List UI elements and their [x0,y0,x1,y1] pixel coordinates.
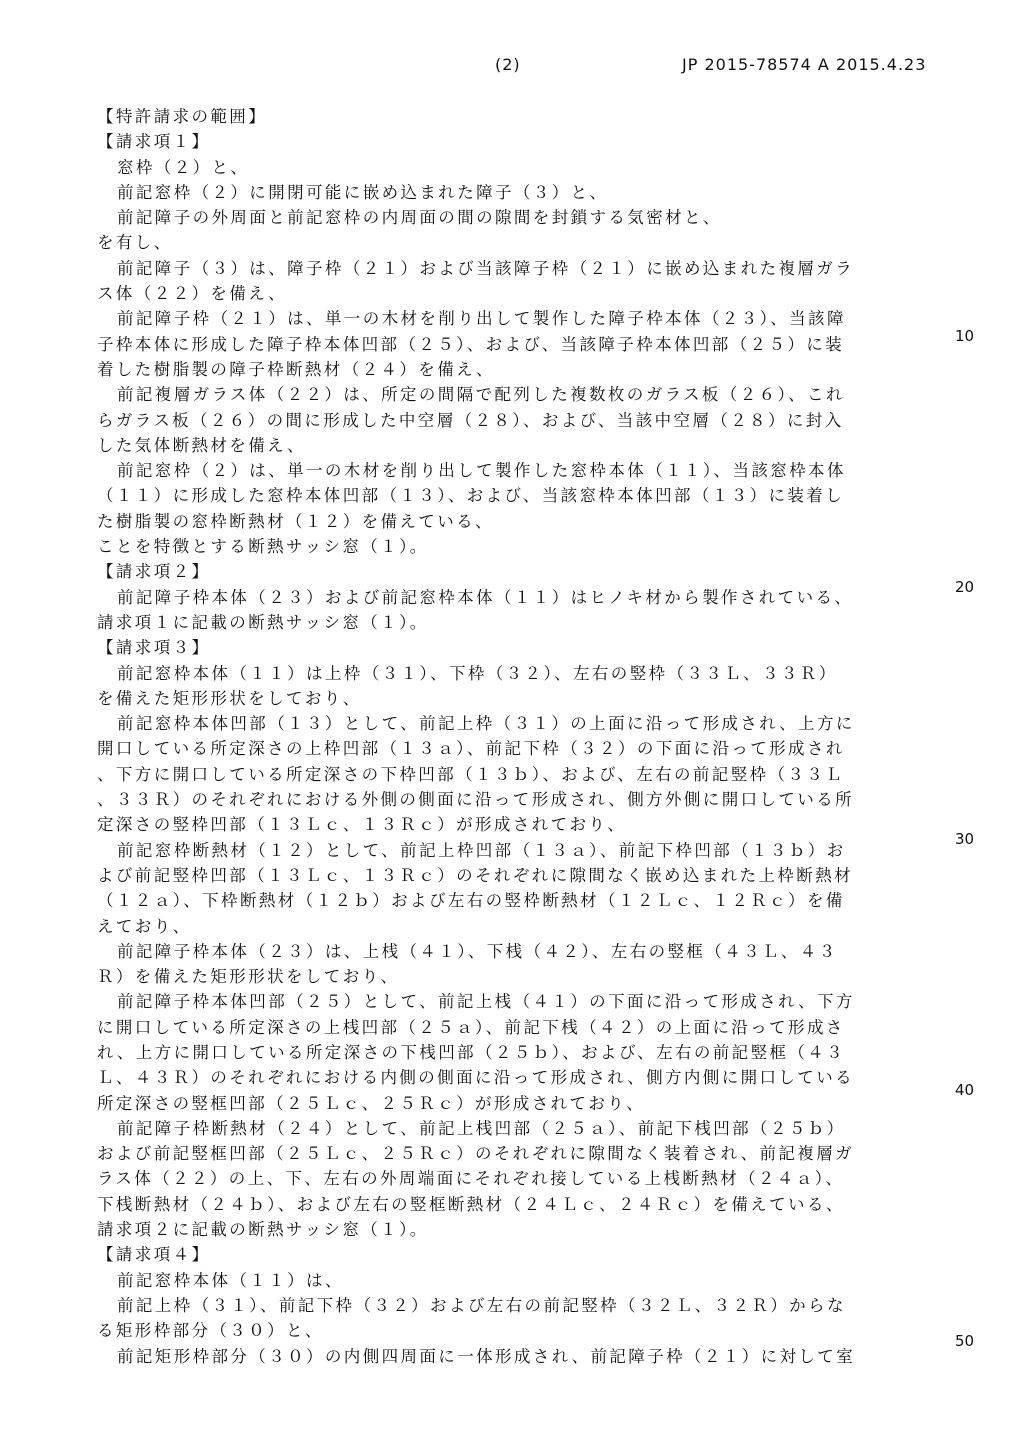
claim-heading: 【請求項１】 [97,132,211,152]
text-line: えており、 [97,916,192,936]
text-line: 前記障子枠本体（２３）は、上桟（４１）、下桟（４２）、左右の竪框（４３Ｌ、４３ [117,941,838,961]
text-line: らガラス板（２６）の間に形成した中空層（２８）、および、当該中空層（２８）に封入 [97,410,844,430]
text-line: 下桟断熱材（２４ｂ）、および左右の竪框断熱材（２４Ｌｃ、２４Ｒｃ）を備えている、 [97,1194,845,1214]
text-line: る矩形枠部分（３０）と、 [97,1321,324,1341]
text-line: 、３３Ｒ）のそれぞれにおける外側の側面に沿って形成され、側方外側に開口している所 [97,790,854,810]
text-line: 前記矩形枠部分（３０）の内側四周面に一体形成され、前記障子枠（２１）に対して室 [117,1346,856,1366]
text-line: 開口している所定深さの上枠凹部（１３ａ）、前記下枠（３２）の下面に沿って形成され [97,739,845,759]
claim-heading: 【請求項３】 [97,638,211,658]
text-line: 請求項２に記載の断熱サッシ窓（１）。 [97,1220,429,1240]
text-line: 前記窓枠（２）は、単一の木材を削り出して製作した窓枠本体（１１）、当該窓枠本体 [117,461,846,481]
text-line: 前記複層ガラス体（２２）は、所定の間隔で配列した複数枚のガラス板（２６）、これ [117,385,845,405]
text-line: 前記窓枠本体凹部（１３）として、前記上枠（３１）の上面に沿って形成され、上方に [117,714,855,734]
text-line: 前記窓枠断熱材（１２）として、前記上枠凹部（１３ａ）、前記下枠凹部（１３ｂ）お [117,840,846,860]
text-line: 前記障子枠（２１）は、単一の木材を削り出して製作した障子枠本体（２３）、当該障 [117,309,846,329]
text-line: 前記窓枠（２）に開閉可能に嵌め込まれた障子（３）と、 [117,182,609,202]
text-line: 窓枠（２）と、 [117,157,250,177]
text-line: 前記障子枠断熱材（２４）として、前記上桟凹部（２５ａ）、前記下桟凹部（２５ｂ） [117,1118,846,1138]
text-line: 請求項１に記載の断熱サッシ窓（１）。 [97,612,429,632]
text-line: 定深さの竪枠凹部（１３Ｌｃ、１３Ｒｃ）が形成されており、 [97,815,627,835]
page-number: (2) [495,55,521,74]
text-line: ラス体（２２）の上、下、左右の外周端面にそれぞれ接している上桟断熱材（２４ａ）、 [97,1169,845,1189]
text-line: 、下方に開口している所定深さの下枠凹部（１３ｂ）、および、左右の前記竪枠（３３Ｌ [97,764,845,784]
text-line: 子枠本体に形成した障子枠本体凹部（２５）、および、当該障子枠本体凹部（２５）に装 [97,334,845,354]
claim-heading: 【請求項２】 [97,562,211,582]
claim-heading: 【請求項４】 [97,1245,211,1265]
line-number: 30 [955,830,975,848]
text-line: Ｌ、４３Ｒ）のそれぞれにおける内側の側面に沿って形成され、側方内側に開口している [97,1068,854,1088]
text-line: Ｒ）を備えた矩形形状をしており、 [97,967,400,987]
text-line: れ、上方に開口している所定深さの下桟凹部（２５ｂ）、および、左右の前記竪框（４３ [97,1042,846,1062]
text-line: 前記障子（３）は、障子枠（２１）および当該障子枠（２１）に嵌め込まれた複層ガラ [117,258,855,278]
text-line: を備えた矩形形状をしており、 [97,688,362,708]
publication-id: JP 2015-78574 A 2015.4.23 [682,55,927,74]
line-number: 40 [955,1081,975,1099]
line-number: 10 [955,327,975,345]
text-line: 前記障子の外周面と前記窓枠の内周面の間の隙間を封鎖する気密材と、 [117,208,722,228]
text-line: 前記窓枠本体（１１）は上枠（３１）、下枠（３２）、左右の竪枠（３３Ｌ、３３Ｒ） [117,663,838,683]
text-line: を有し、 [97,233,173,253]
text-line: 所定深さの竪框凹部（２５Ｌｃ、２５Ｒｃ）が形成されており、 [97,1093,646,1113]
claims-heading: 【特許請求の範囲】 [97,107,268,126]
text-line: および前記竪框凹部（２５Ｌｃ、２５Ｒｃ）のそれぞれに隙間なく装着され、前記複層ガ [97,1144,854,1164]
text-line: 前記障子枠本体凹部（２５）として、前記上桟（４１）の下面に沿って形成され、下方 [117,992,855,1012]
claims-body [97,104,917,1369]
text-line: 着した樹脂製の障子枠断熱材（２４）を備え、 [97,359,495,379]
text-line: した気体断熱材を備え、 [97,435,306,455]
text-line: 前記障子枠本体（２３）および前記窓枠本体（１１）はヒノキ材から製作されている、 [117,587,854,607]
text-line: 前記上枠（３１）、前記下枠（３２）および左右の前記竪枠（３２Ｌ、３２Ｒ）からな [117,1295,846,1315]
text-line: （１２ａ）、下枠断熱材（１２ｂ）および左右の竪枠断熱材（１２Ｌｃ、１２Ｒｃ）を備 [97,891,845,911]
text-line: 前記窓枠本体（１１）は、 [117,1270,344,1290]
text-line: た樹脂製の窓枠断熱材（１２）を備えている、 [97,511,494,531]
text-line: （１１）に形成した窓枠本体凹部（１３）、および、当該窓枠本体凹部（１３）に装着し [97,486,845,506]
text-line: よび前記竪枠凹部（１３Ｌｃ、１３Ｒｃ）のそれぞれに隙間なく嵌め込まれた上枠断熱材 [97,865,853,885]
text-line: に開口している所定深さの上桟凹部（２５ａ）、前記下桟（４２）の上面に沿って形成さ [97,1017,845,1037]
line-number: 20 [955,578,975,596]
text-line: ス体（２２）を備え、 [97,284,287,304]
text-line: ことを特徴とする断熱サッシ窓（１）。 [97,537,429,557]
line-number: 50 [955,1332,975,1350]
